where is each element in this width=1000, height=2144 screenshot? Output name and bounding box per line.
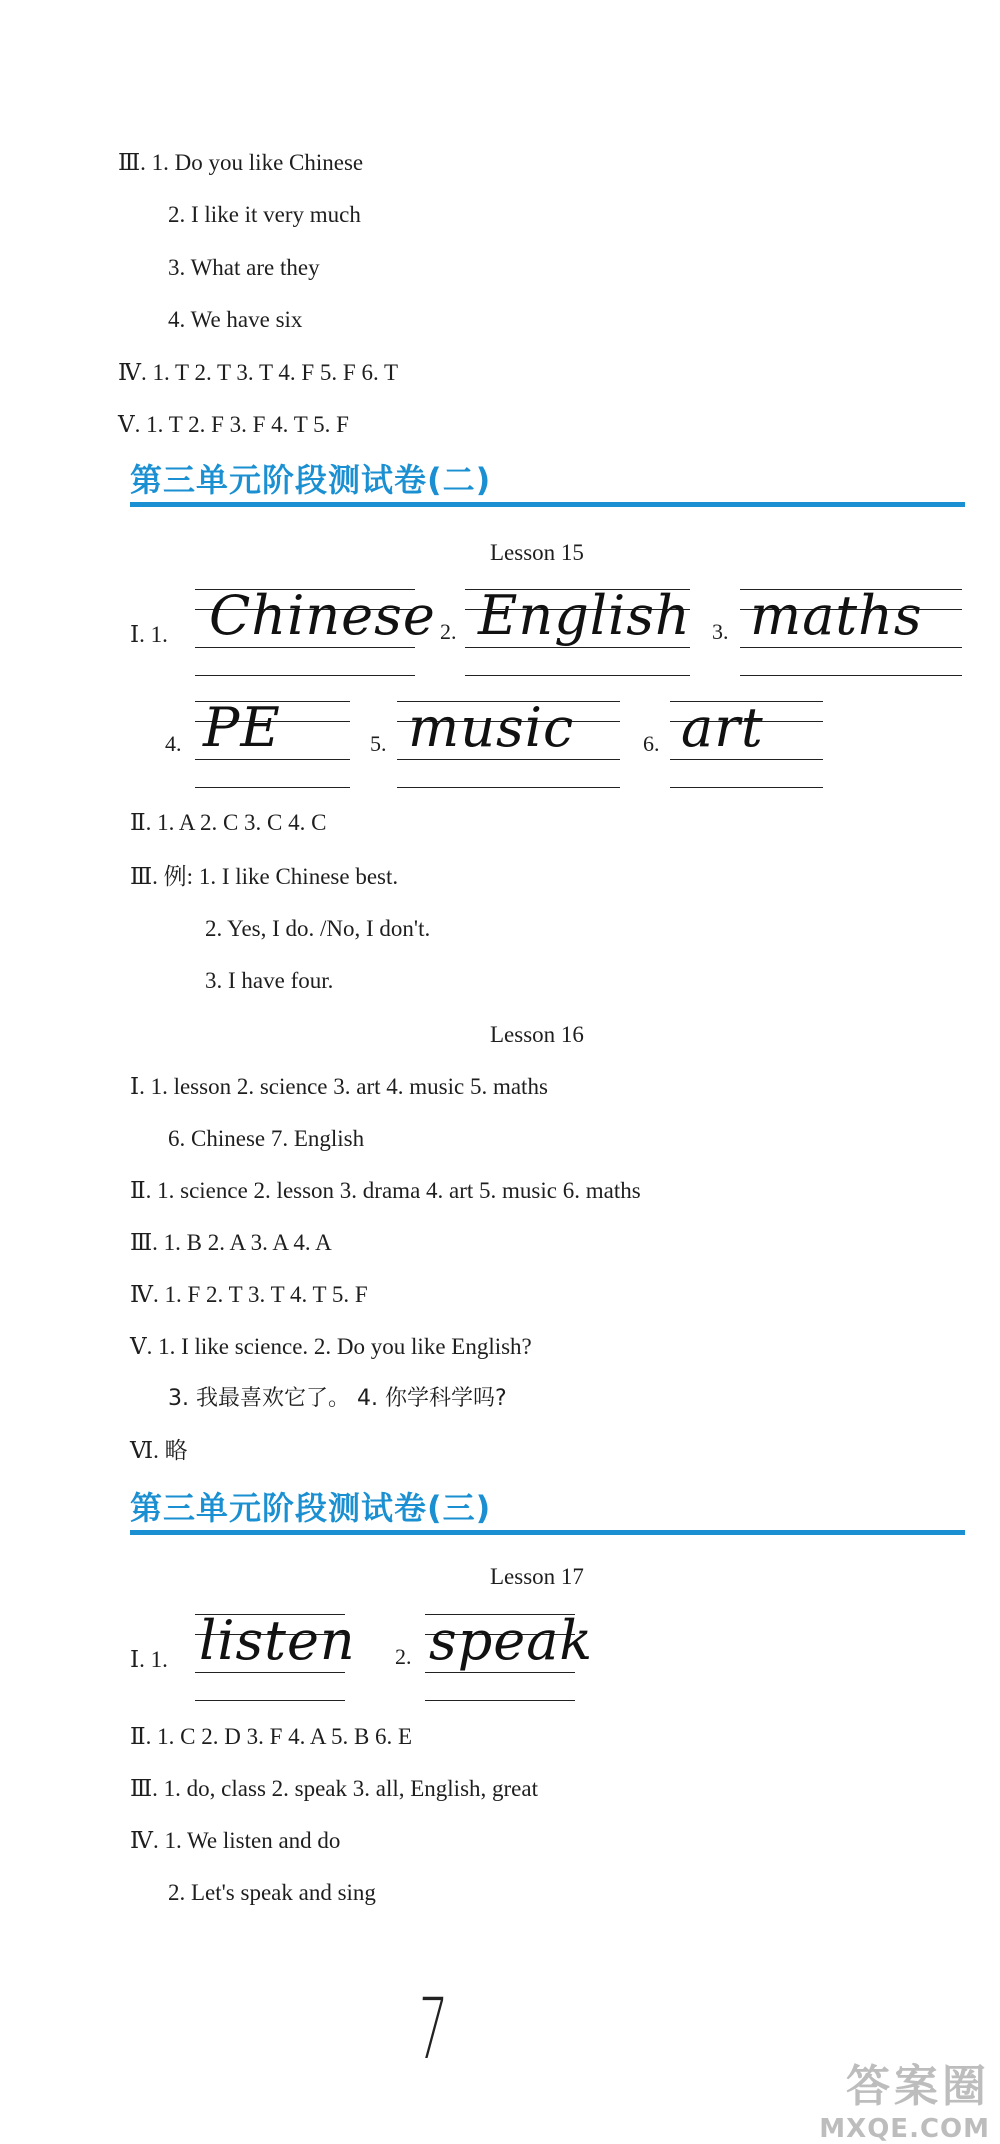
section-heading: 第三单元阶段测试卷(三) <box>130 1489 492 1527</box>
item-number: 5. <box>370 731 387 756</box>
question-prefix: Ⅰ. 1. <box>130 1647 168 1672</box>
lesson-title: Lesson 17 <box>490 1564 584 1589</box>
watermark-logo <box>819 2050 990 2144</box>
answer-line: 4. We have six <box>168 307 303 332</box>
answer-line: 3. 我最喜欢它了。 4. 你学科学吗? <box>168 1386 507 1411</box>
item-number: 4. <box>165 731 182 756</box>
item-number: 2. <box>395 1644 412 1669</box>
answer-line: 2. Let's speak and sing <box>168 1880 376 1905</box>
watermark-text: 答案圈 <box>846 2061 990 2112</box>
handwritten-word: art <box>681 696 764 759</box>
item-number: 6. <box>643 731 660 756</box>
answer-line: 3. What are they <box>168 255 320 280</box>
handwriting-answer <box>195 1609 356 1710</box>
question-prefix: Ⅰ. 1. <box>130 622 168 647</box>
answer-line: Ⅴ. 1. I like science. 2. Do you like English? <box>130 1334 532 1359</box>
answer-line: Ⅳ. 1. T 2. T 3. T 4. F 5. F 6. T <box>118 360 399 385</box>
lesson-title: Lesson 16 <box>490 1022 584 1047</box>
answer-line: Ⅲ. 1. do, class 2. speak 3. all, English, great <box>130 1776 538 1801</box>
watermark-url: MXQE.COM <box>819 2114 990 2144</box>
handwriting-answer <box>395 1609 594 1710</box>
section-heading: 第三单元阶段测试卷(二) <box>130 461 492 499</box>
heading-divider <box>130 502 965 507</box>
lesson-title: Lesson 15 <box>490 540 584 565</box>
answer-line: Ⅲ. 1. B 2. A 3. A 4. A <box>130 1230 332 1255</box>
answer-line: Ⅲ. 1. Do you like Chinese <box>118 150 364 175</box>
item-number: 3. <box>712 619 729 644</box>
handwritten-word: speak <box>429 1609 594 1672</box>
handwriting-answer <box>370 697 620 797</box>
handwriting-answer <box>440 585 690 685</box>
answer-line: Ⅱ. 1. science 2. lesson 3. drama 4. art 5. music 6. maths <box>130 1178 641 1203</box>
handwriting-answer <box>195 584 436 685</box>
handwriting-answer <box>165 697 350 797</box>
handwritten-word: maths <box>750 584 923 647</box>
handwritten-word: Chinese <box>209 584 436 647</box>
answer-line: Ⅵ. 略 <box>130 1438 188 1463</box>
handwritten-word: music <box>408 696 575 759</box>
answer-line: Ⅱ. 1. C 2. D 3. F 4. A 5. B 6. E <box>130 1724 413 1749</box>
heading-divider <box>130 1530 965 1535</box>
answer-line: Ⅳ. 1. We listen and do <box>130 1828 341 1853</box>
item-number: 2. <box>440 619 457 644</box>
handwritten-word: listen <box>199 1609 356 1672</box>
page-number: 7 <box>414 1980 450 2078</box>
handwriting-answer <box>643 697 823 797</box>
answer-line: Ⅳ. 1. F 2. T 3. T 4. T 5. F <box>130 1282 368 1307</box>
answer-line: 2. Yes, I do. /No, I don't. <box>205 916 431 941</box>
answer-line: Ⅰ. 1. lesson 2. science 3. art 4. music 5. maths <box>130 1074 548 1099</box>
handwritten-word: English <box>478 584 691 647</box>
answer-line: 2. I like it very much <box>168 202 361 227</box>
answer-line: Ⅱ. 1. A 2. C 3. C 4. C <box>130 810 327 835</box>
answer-line: Ⅴ. 1. T 2. F 3. F 4. T 5. F <box>118 412 349 437</box>
answer-line: 3. I have four. <box>205 968 334 993</box>
answer-line: Ⅲ. 例: 1. I like Chinese best. <box>130 864 399 889</box>
handwritten-word: PE <box>203 696 281 759</box>
handwriting-answer <box>712 585 962 685</box>
answer-line: 6. Chinese 7. English <box>168 1126 365 1151</box>
